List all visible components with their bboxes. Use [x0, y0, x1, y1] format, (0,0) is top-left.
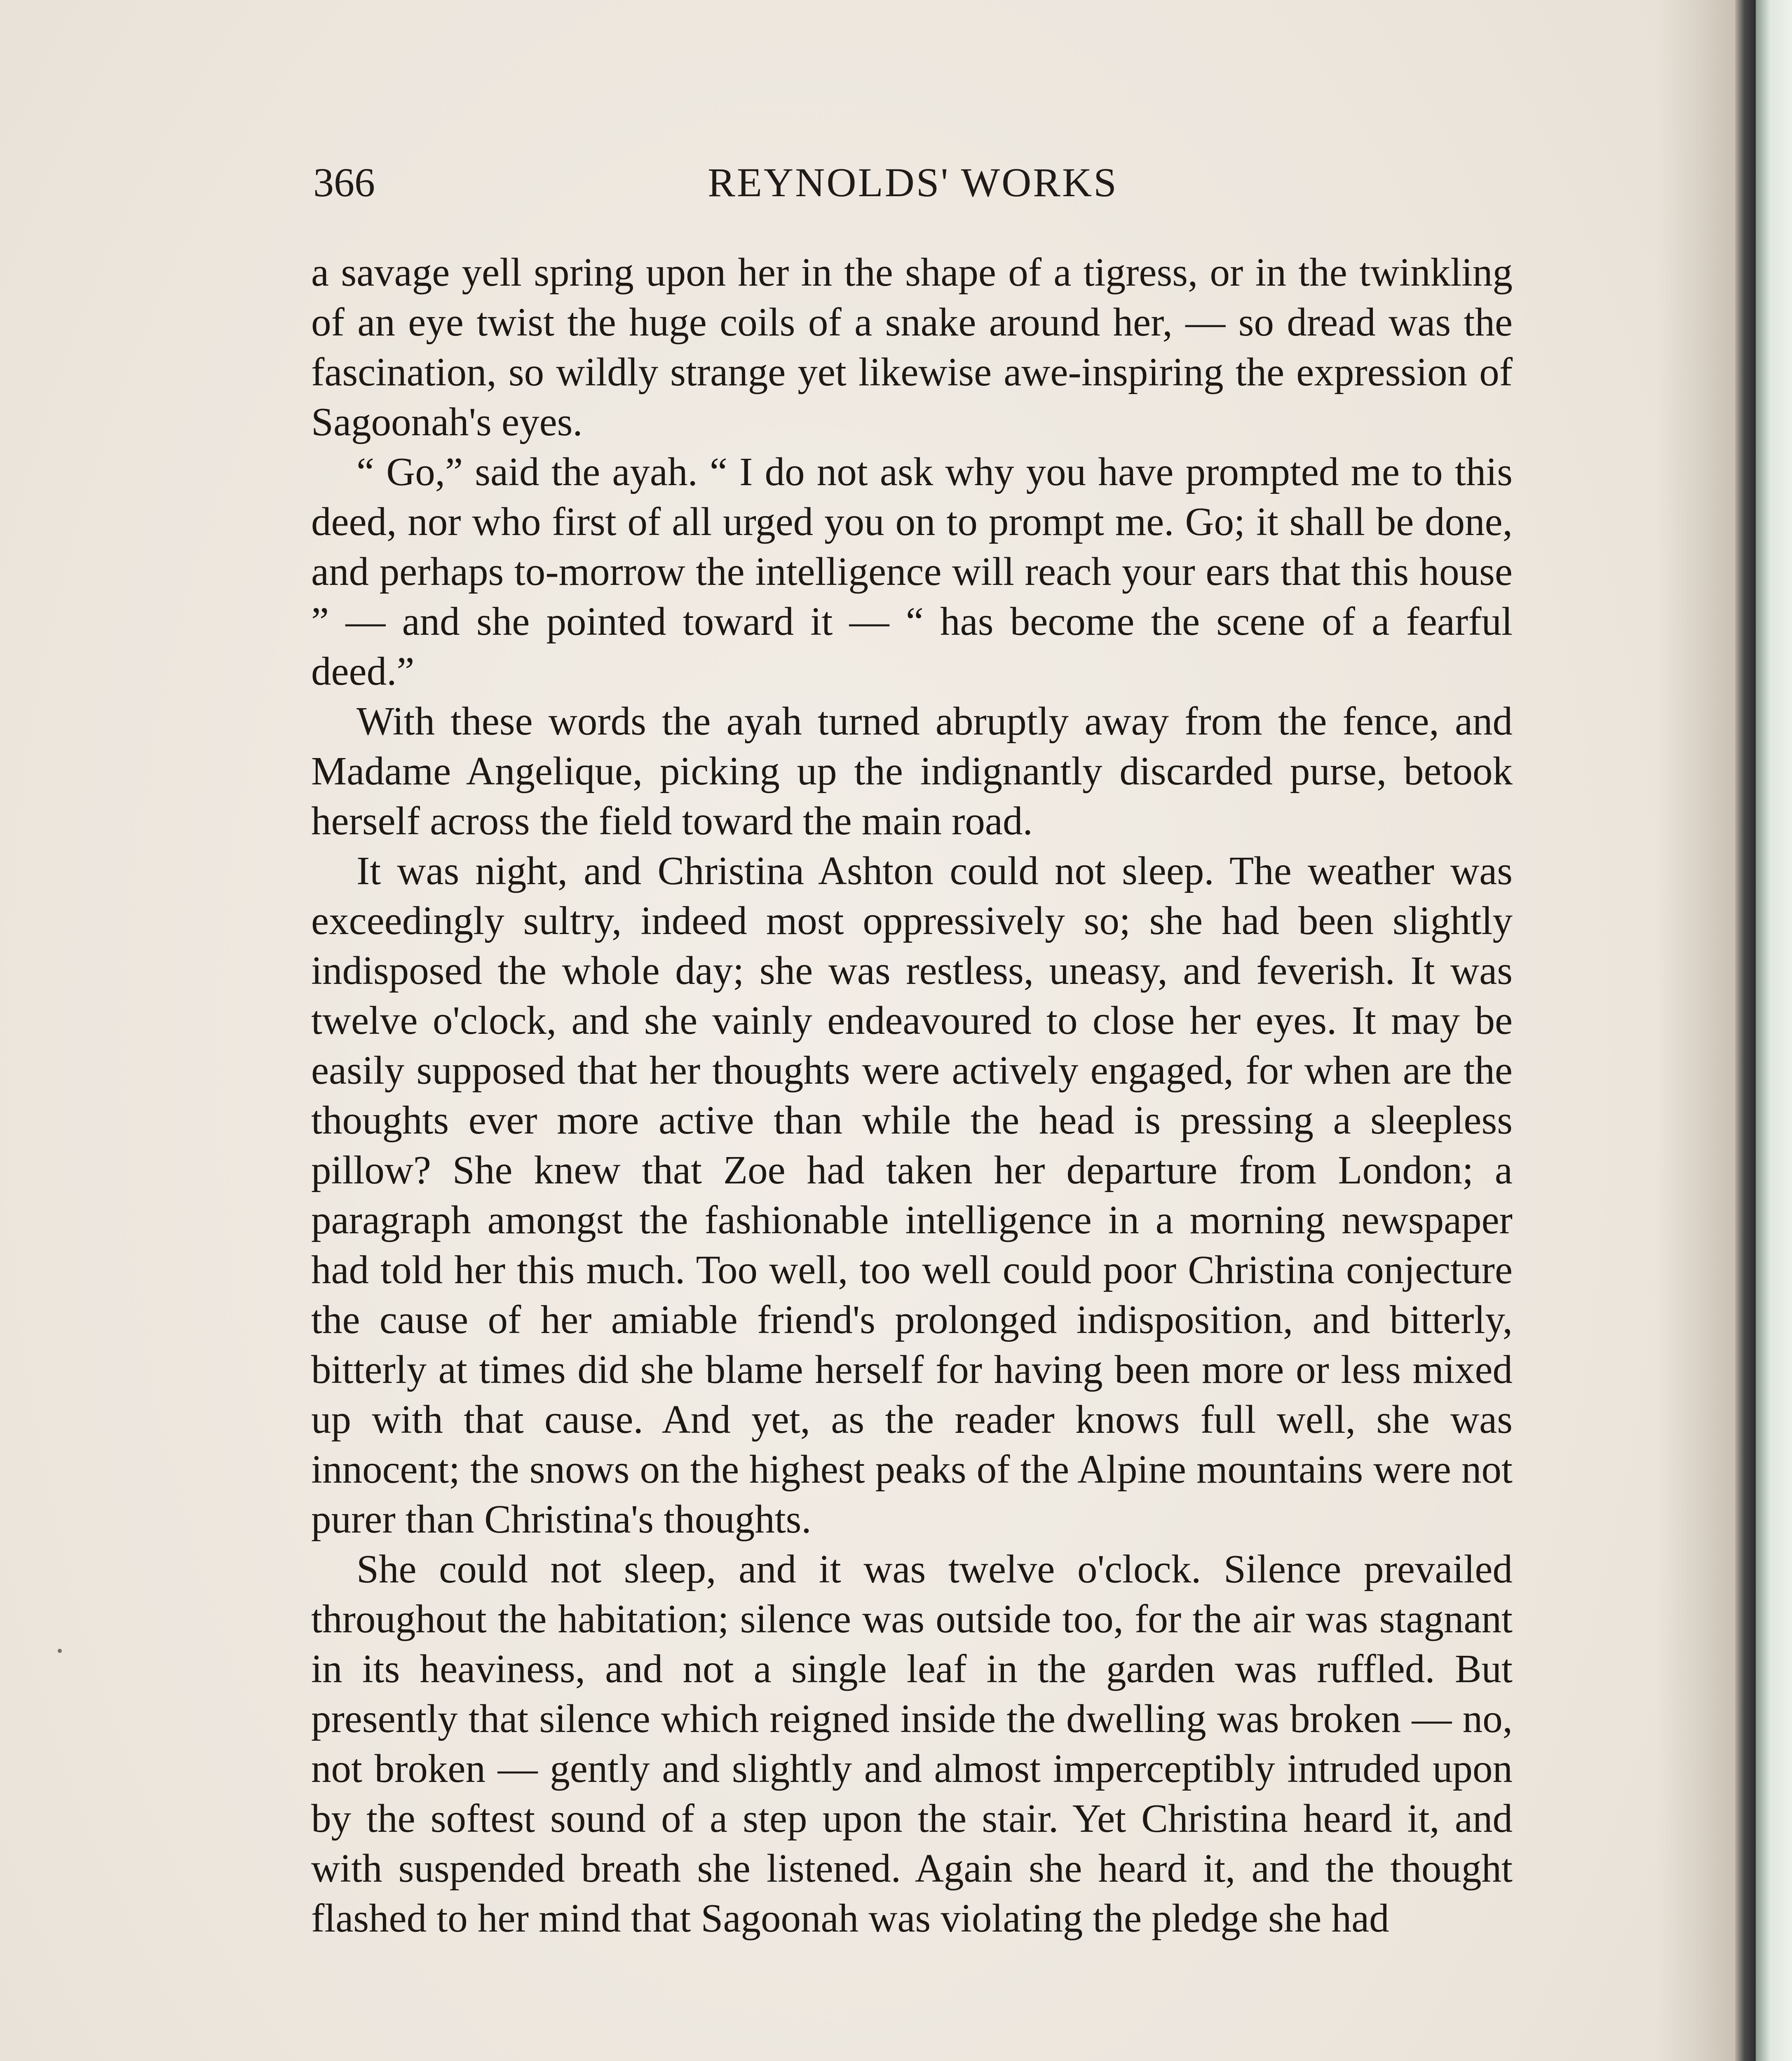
paragraph-5: She could not sleep, and it was twelve o'clock. Silence prevailed throughout the habitation; silence was outside too, for the air was stagnant in its heaviness, and not a single leaf in the garden was ruffled. But presently that silence which reigned inside the dwelling was broken — no, not broken — gently and slightly and almost imperceptibly intruded upon by the softest sound of a step upon the stair. Yet Christina heard it, and with suspended breath she listened. Again she heard it, and the thought flashed to her mind that Sagoonah was violating the pledge she had: [311, 1547, 1513, 1940]
body-text: [311, 247, 1513, 1943]
page-edge-shadow: [1657, 0, 1735, 2061]
paragraph-4: It was night, and Christina Ashton could not sleep. The weather was exceedingly sultry, indeed most oppressively so; she had been slightly indisposed the whole day; she was restless, uneasy, and feverish. It was twelve o'clock, and she vainly endeavoured to close her eyes. It may be easily supposed that her thoughts were actively engaged, for when are the thoughts ever more active than while the head is pressing a sleepless pillow? She knew that Zoe had taken her departure from London; a paragraph amongst the fashionable intelligence in a morning newspaper had told her this much. Too well, too well could poor Christina conjecture the cause of her amiable friend's prolonged indisposition, and bitterly, bitterly at times did she blame herself for having been more or less mixed up with that cause. And yet, as the reader knows full well, she was innocent; the snows on the highest peaks of the Alpine mountains were not purer than Christina's thoughts.: [311, 849, 1513, 1541]
paragraph-3: With these words the ayah turned abruptly away from the fence, and Madame Angelique, picking up the indignantly discarded purse, betook herself across the field toward the main road.: [311, 699, 1513, 843]
paragraph-1: a savage yell spring upon her in the shape of a tigress, or in the twinkling of an eye twist the huge coils of a snake around her, — so dread was the fascination, so wildly strange yet likewise awe-inspiring the expression of Sagoonah's eyes.: [311, 250, 1513, 444]
paragraph-2: “ Go,” said the ayah. “ I do not ask why you have prompted me to this deed, nor who first of all urged you on to prompt me. Go; it shall be done, and perhaps to-morrow the intelligence will reach your ears that this house ” — and she pointed toward it — “ has become the scene of a fearful deed.”: [311, 450, 1513, 693]
binding-edge: [1735, 0, 1756, 2061]
background-edge: [1756, 0, 1792, 2061]
paper-speck: [58, 1649, 62, 1653]
page-number: 366: [313, 160, 375, 205]
running-title: REYNOLDS' WORKS: [708, 160, 1118, 205]
page-header: [313, 159, 1513, 212]
